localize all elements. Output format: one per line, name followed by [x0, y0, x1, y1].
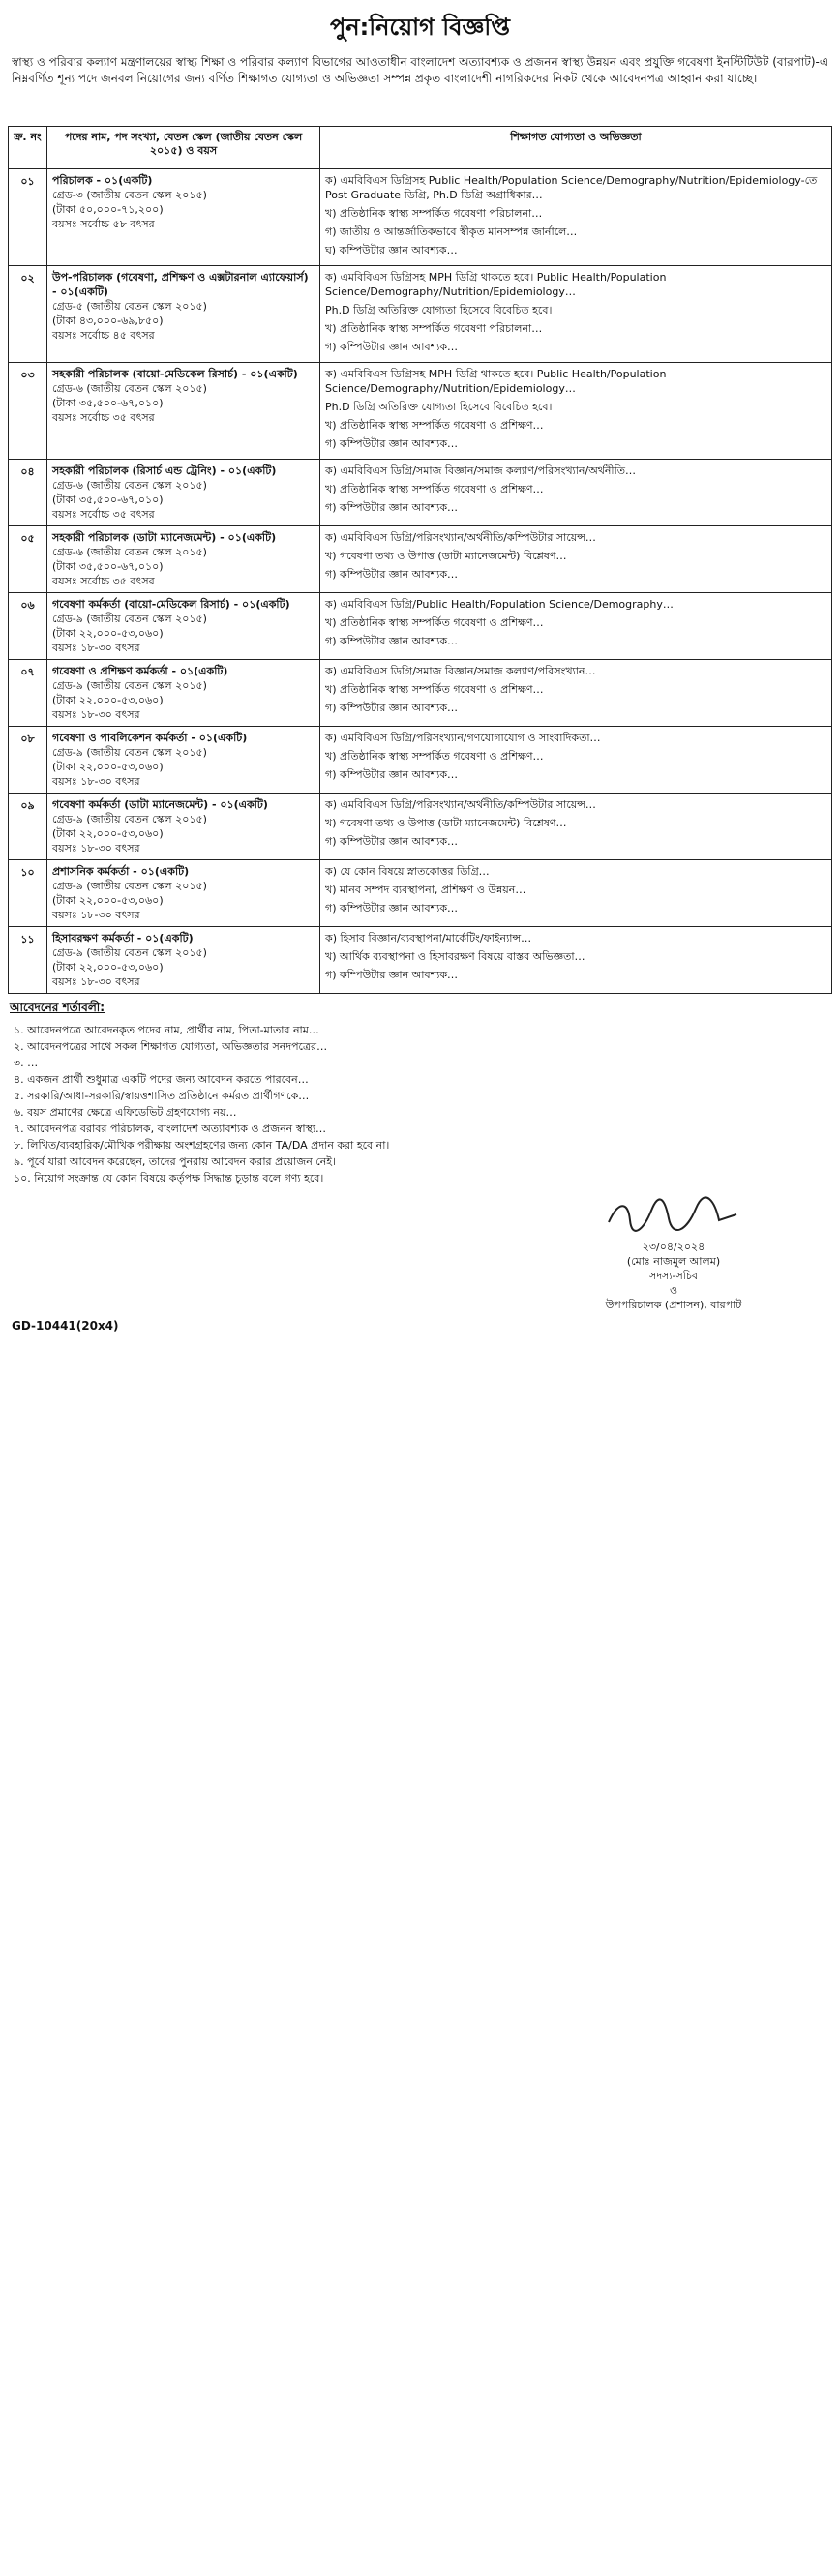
qualification-item: গ) কম্পিউটার জ্ঞান আবশ্যক…: [325, 835, 459, 848]
row-post-details: [47, 927, 320, 994]
qualification-item: গ) কম্পিউটার জ্ঞান আবশ্যক…: [325, 902, 459, 914]
header-serial: ক্র. নং: [9, 127, 47, 169]
table-row: [9, 526, 832, 593]
signature-mark: [601, 1193, 746, 1236]
qualification-item: খ) প্রতিষ্ঠানিক স্বাস্থ্য সম্পর্কিত গবেষণা ও প্রশিক্ষণ…: [325, 750, 544, 763]
post-age: বয়সঃ সর্বোচ্চ ৪৫ বৎসর: [52, 329, 155, 342]
row-post-details: [47, 266, 320, 363]
qualification-item: গ) কম্পিউটার জ্ঞান আবশ্যক…: [325, 568, 459, 581]
conditions-title: আবেদনের শর্তাবলী:: [10, 1001, 105, 1014]
qualification-item: গ) কম্পিউটার জ্ঞান আবশ্যক…: [325, 341, 459, 353]
footer: [8, 1193, 832, 1338]
qualification-item: খ) গবেষণা তথ্য ও উপাত্ত (ডাটা ম্যানেজমেন্ট) বিশ্লেষণ…: [325, 817, 567, 829]
row-post-details: [47, 169, 320, 266]
post-age: বয়সঃ ১৮-৩০ বৎসর: [52, 642, 140, 654]
row-qualifications: [320, 169, 832, 266]
table-row: [9, 169, 832, 266]
qualification-item: ক) এমবিবিএস ডিগ্রি/Public Health/Population Science/Demography…: [325, 598, 674, 611]
qualification-item: ক) এমবিবিএস ডিগ্রি/পরিসংখ্যান/গণযোগাযোগ ও সাংবাদিকতা…: [325, 732, 601, 744]
qualification-item: Ph.D ডিগ্রি অতিরিক্ত যোগ্যতা হিসেবে বিবেচিত হবে।: [325, 304, 553, 316]
qualification-item: খ) আর্থিক ব্যবস্থাপনা ও হিসাবরক্ষণ বিষয়ে বাস্তব অভিজ্ঞতা…: [325, 950, 585, 963]
post-age: বয়সঃ সর্বোচ্চ ৫৮ বৎসর: [52, 218, 155, 230]
post-salary: (টাকা ২২,০০০-৫৩,০৬০): [52, 694, 164, 706]
qualification-item: গ) জাতীয় ও আন্তর্জাতিকভাবে স্বীকৃত মানসম্পন্ন জার্নালে…: [325, 225, 578, 238]
post-post-title: সহকারী পরিচালক (বায়ো-মেডিকেল রিসার্চ) - ০১(একটি): [52, 368, 298, 380]
table-row: [9, 460, 832, 526]
qualification-item: খ) প্রতিষ্ঠানিক স্বাস্থ্য সম্পর্কিত গবেষণা ও প্রশিক্ষণ…: [325, 683, 544, 696]
post-post-title: সহকারী পরিচালক (ডাটা ম্যানেজমেন্ট) - ০১(একটি): [52, 531, 277, 544]
qualification-item: খ) প্রতিষ্ঠানিক স্বাস্থ্য সম্পর্কিত গবেষণা ও প্রশিক্ষণ…: [325, 616, 544, 629]
post-grade: গ্রেড-৬ (জাতীয় বেতন স্কেল ২০১৫): [52, 479, 207, 492]
table-row: [9, 660, 832, 727]
post-post-title: গবেষণা ও পাবলিকেশন কর্মকর্তা - ০১(একটি): [52, 732, 248, 744]
row-qualifications: [320, 927, 832, 994]
table-row: [9, 860, 832, 927]
qualification-item: খ) গবেষণা তথ্য ও উপাত্ত (ডাটা ম্যানেজমেন্ট) বিশ্লেষণ…: [325, 550, 567, 562]
post-post-title: গবেষণা কর্মকর্তা (ডাটা ম্যানেজমেন্ট) - ০১(একটি): [52, 798, 268, 811]
qualification-item: ঘ) কম্পিউটার জ্ঞান আবশ্যক…: [325, 244, 458, 256]
application-conditions: [8, 1000, 832, 1185]
post-salary: (টাকা ২২,০০০-৫৩,০৬০): [52, 961, 164, 973]
post-salary: (টাকা ২২,০০০-৫৩,০৬০): [52, 761, 164, 773]
post-post-title: পরিচালক - ০১(একটি): [52, 174, 153, 187]
condition-item: ৮. লিখিত/ব্যবহারিক/মৌখিক পরীক্ষায় অংশগ্রহণের জন্য কোন TA/DA প্রদান করা হবে না।: [14, 1139, 390, 1152]
row-post-details: [47, 860, 320, 927]
post-post-title: প্রশাসনিক কর্মকর্তা - ০১(একটি): [52, 865, 190, 878]
qualification-item: গ) কম্পিউটার জ্ঞান আবশ্যক…: [325, 702, 459, 714]
post-grade: গ্রেড-৯ (জাতীয় বেতন স্কেল ২০১৫): [52, 746, 207, 759]
post-salary: (টাকা ২২,০০০-৫৩,০৬০): [52, 627, 164, 640]
signature-date: ২৩/০৪/২০২৪: [642, 1241, 705, 1253]
qualification-item: খ) প্রতিষ্ঠানিক স্বাস্থ্য সম্পর্কিত গবেষণা পরিচালনা…: [325, 207, 543, 220]
row-post-details: [47, 727, 320, 794]
row-qualifications: [320, 794, 832, 860]
condition-item: ২. আবেদনপত্রের সাথে সকল শিক্ষাগত যোগ্যতা, অভিজ্ঞতার সনদপত্রের…: [14, 1040, 328, 1053]
advertisement: [8, 8, 832, 2568]
qualification-item: ক) এমবিবিএস ডিগ্রিসহ MPH ডিগ্রি থাকতে হবে। Public Health/Population Science/Demography/Nutrition/Epidemiology…: [325, 271, 667, 298]
qualification-item: ক) এমবিবিএস ডিগ্রিসহ Public Health/Population Science/Demography/Nutrition/Epidemiology-তে Post Graduate ডিগ্রি, Ph.D ডিগ্রি অগ্রাধিকার…: [325, 174, 818, 201]
post-grade: গ্রেড-৬ (জাতীয় বেতন স্কেল ২০১৫): [52, 382, 207, 395]
post-age: বয়সঃ ১৮-৩০ বৎসর: [52, 842, 140, 854]
row-qualifications: [320, 660, 832, 727]
row-qualifications: [320, 266, 832, 363]
post-age: বয়সঃ ১৮-৩০ বৎসর: [52, 775, 140, 788]
condition-item: ৪. একজন প্রার্থী শুধুমাত্র একটি পদের জন্য আবেদন করতে পারবেন…: [14, 1073, 309, 1086]
row-serial: ০৯: [9, 794, 47, 860]
qualification-item: ক) এমবিবিএস ডিগ্রি/সমাজ বিজ্ঞান/সমাজ কল্যাণ/পরিসংখ্যান…: [325, 665, 596, 677]
header-qualification: শিক্ষাগত যোগ্যতা ও অভিজ্ঞতা: [320, 127, 832, 169]
post-age: বয়সঃ ১৮-৩০ বৎসর: [52, 708, 140, 721]
table-row: [9, 593, 832, 660]
post-grade: গ্রেড-৯ (জাতীয় বেতন স্কেল ২০১৫): [52, 880, 207, 892]
row-serial: ০৭: [9, 660, 47, 727]
post-age: বয়সঃ সর্বোচ্চ ৩৫ বৎসর: [52, 575, 155, 587]
row-post-details: [47, 593, 320, 660]
table-row: [9, 727, 832, 794]
condition-item: ৩. …: [14, 1057, 39, 1069]
post-grade: গ্রেড-৯ (জাতীয় বেতন স্কেল ২০১৫): [52, 679, 207, 692]
signatory-designation: সদস্য-সচিব: [649, 1270, 698, 1282]
row-serial: ০২: [9, 266, 47, 363]
post-salary: (টাকা ৩৫,৫০০-৬৭,০১০): [52, 494, 164, 506]
qualification-item: খ) মানব সম্পদ ব্যবস্থাপনা, প্রশিক্ষণ ও উন্নয়ন…: [325, 884, 526, 896]
condition-item: ১. আবেদনপত্রে আবেদনকৃত পদের নাম, প্রার্থীর নাম, পিতা-মাতার নাম…: [14, 1024, 319, 1036]
qualification-item: Ph.D ডিগ্রি অতিরিক্ত যোগ্যতা হিসেবে বিবেচিত হবে।: [325, 401, 553, 413]
table-row: [9, 794, 832, 860]
post-grade: গ্রেড-৬ (জাতীয় বেতন স্কেল ২০১৫): [52, 546, 207, 558]
qualification-item: গ) কম্পিউটার জ্ঞান আবশ্যক…: [325, 768, 459, 781]
row-serial: ০৬: [9, 593, 47, 660]
gd-code: GD-10441(20x4): [12, 1319, 119, 1333]
row-post-details: [47, 660, 320, 727]
condition-item: ৫. সরকারি/আধা-সরকারি/স্বায়ত্তশাসিত প্রতিষ্ঠানে কর্মরত প্রার্থীগণকে…: [14, 1090, 310, 1102]
table-header-row: [9, 127, 832, 169]
qualification-item: ক) যে কোন বিষয়ে স্নাতকোত্তর ডিগ্রি…: [325, 865, 490, 878]
row-serial: ১১: [9, 927, 47, 994]
post-grade: গ্রেড-৫ (জাতীয় বেতন স্কেল ২০১৫): [52, 300, 207, 313]
row-post-details: [47, 794, 320, 860]
post-grade: গ্রেড-৩ (জাতীয় বেতন স্কেল ২০১৫): [52, 189, 207, 201]
conditions-list: [8, 1023, 832, 1185]
qualification-item: গ) কম্পিউটার জ্ঞান আবশ্যক…: [325, 437, 459, 450]
row-serial: ০৩: [9, 363, 47, 460]
post-salary: (টাকা ৪৩,০০০-৬৯,৮৫০): [52, 315, 164, 327]
row-serial: ০১: [9, 169, 47, 266]
post-salary: (টাকা ৩৫,৫০০-৬৭,০১০): [52, 560, 164, 573]
post-post-title: গবেষণা ও প্রশিক্ষণ কর্মকর্তা - ০১(একটি): [52, 665, 228, 677]
post-post-title: সহকারী পরিচালক (রিসার্চ এন্ড ট্রেনিং) - ০১(একটি): [52, 464, 277, 477]
post-age: বয়সঃ সর্বোচ্চ ৩৫ বৎসর: [52, 411, 155, 424]
post-grade: গ্রেড-৯ (জাতীয় বেতন স্কেল ২০১৫): [52, 946, 207, 959]
row-qualifications: [320, 593, 832, 660]
row-serial: ০৫: [9, 526, 47, 593]
row-qualifications: [320, 460, 832, 526]
post-age: বয়সঃ ১৮-৩০ বৎসর: [52, 975, 140, 988]
post-salary: (টাকা ২২,০০০-৫৩,০৬০): [52, 894, 164, 907]
qualification-item: খ) প্রতিষ্ঠানিক স্বাস্থ্য সম্পর্কিত গবেষণা ও প্রশিক্ষণ…: [325, 419, 544, 432]
page-title: পুন:নিয়োগ বিজ্ঞপ্তি: [329, 14, 511, 41]
qualification-item: ক) হিসাব বিজ্ঞান/ব্যবস্থাপনা/মার্কেটিং/ফাইন্যান্স…: [325, 932, 532, 944]
condition-item: ৯. পূর্বে যারা আবেদন করেছেন, তাদের পুনরায় আবেদন করার প্রয়োজন নেই।: [14, 1155, 336, 1168]
post-grade: গ্রেড-৯ (জাতীয় বেতন স্কেল ২০১৫): [52, 613, 207, 625]
post-salary: (টাকা ৫০,০০০-৭১,২০০): [52, 203, 164, 216]
vacancy-rows: [9, 169, 832, 994]
post-grade: গ্রেড-৯ (জাতীয় বেতন স্কেল ২০১৫): [52, 813, 207, 825]
row-serial: ০৮: [9, 727, 47, 794]
qualification-item: গ) কম্পিউটার জ্ঞান আবশ্যক…: [325, 635, 459, 647]
vacancy-table: [8, 126, 832, 994]
qualification-item: ক) এমবিবিএস ডিগ্রি/সমাজ বিজ্ঞান/সমাজ কল্যাণ/পরিসংখ্যান/অর্থনীতি…: [325, 464, 636, 477]
post-salary: (টাকা ২২,০০০-৫৩,০৬০): [52, 827, 164, 840]
header-post: পদের নাম, পদ সংখ্যা, বেতন স্কেল (জাতীয় বেতন স্কেল ২০১৫) ও বয়স: [47, 127, 320, 169]
post-post-title: উপ-পরিচালক (গবেষণা, প্রশিক্ষণ ও এক্সটারনাল এ্যাফেয়ার্স) - ০১(একটি): [52, 271, 309, 298]
intro-paragraph: স্বাস্থ্য ও পরিবার কল্যাণ মন্ত্রণালয়ের স্বাস্থ্য শিক্ষা ও পরিবার কল্যাণ বিভাগের আওতাধীন বাংলাদেশ অত্যাবশ্যক ও প্রজনন স্বাস্থ্য উন্নয়ন এবং প্রযুক্তি গবেষণা ইনস্টিটিউট (বারপাট)-এ নিম্নবর্ণিত শূন্য পদে জনবল নিয়োগের জন্য বর্ণিত শিক্ষাগত যোগ্যতা ও অভিজ্ঞতা সম্পন্ন প্রকৃত বাংলাদেশী নাগরিকদের নিকট থেকে আবেদনপত্র আহ্বান করা যাচ্ছে।: [12, 55, 828, 85]
signatory-line-4: উপপরিচালক (প্রশাসন), বারপাট: [605, 1299, 742, 1311]
qualification-item: ক) এমবিবিএস ডিগ্রিসহ MPH ডিগ্রি থাকতে হবে। Public Health/Population Science/Demography/Nutrition/Epidemiology…: [325, 368, 667, 395]
condition-item: ১০. নিয়োগ সংক্রান্ত যে কোন বিষয়ে কর্তৃপক্ষ সিদ্ধান্ত চূড়ান্ত বলে গণ্য হবে।: [14, 1172, 324, 1184]
post-post-title: গবেষণা কর্মকর্তা (বায়ো-মেডিকেল রিসার্চ) - ০১(একটি): [52, 598, 290, 611]
row-post-details: [47, 363, 320, 460]
qualification-item: গ) কম্পিউটার জ্ঞান আবশ্যক…: [325, 969, 459, 981]
post-salary: (টাকা ৩৫,৫০০-৬৭,০১০): [52, 397, 164, 409]
row-serial: ০৪: [9, 460, 47, 526]
table-row: [9, 266, 832, 363]
qualification-item: খ) প্রতিষ্ঠানিক স্বাস্থ্য সম্পর্কিত গবেষণা পরিচালনা…: [325, 322, 543, 335]
signatory-name: (মোঃ নাজমুল আলম): [626, 1255, 721, 1268]
post-post-title: হিসাবরক্ষণ কর্মকর্তা - ০১(একটি): [52, 932, 194, 944]
signature-block: [528, 1193, 819, 1312]
post-age: বয়সঃ সর্বোচ্চ ৩৫ বৎসর: [52, 508, 155, 521]
row-qualifications: [320, 526, 832, 593]
condition-item: ৭. আবেদনপত্র বরাবর পরিচালক, বাংলাদেশ অত্যাবশ্যক ও প্রজনন স্বাস্থ্য…: [14, 1123, 327, 1135]
row-qualifications: [320, 363, 832, 460]
signatory-line-3: ও: [669, 1284, 678, 1297]
qualification-item: ক) এমবিবিএস ডিগ্রি/পরিসংখ্যান/অর্থনীতি/কম্পিউটার সায়েন্স…: [325, 798, 596, 811]
qualification-item: খ) প্রতিষ্ঠানিক স্বাস্থ্য সম্পর্কিত গবেষণা ও প্রশিক্ষণ…: [325, 483, 544, 495]
post-age: বয়সঃ ১৮-৩০ বৎসর: [52, 909, 140, 921]
table-row: [9, 363, 832, 460]
row-post-details: [47, 526, 320, 593]
condition-item: ৬. বয়স প্রমাণের ক্ষেত্রে এফিডেভিট গ্রহণযোগ্য নয়…: [14, 1106, 237, 1119]
row-qualifications: [320, 727, 832, 794]
row-qualifications: [320, 860, 832, 927]
row-serial: ১০: [9, 860, 47, 927]
qualification-item: গ) কম্পিউটার জ্ঞান আবশ্যক…: [325, 501, 459, 514]
table-row: [9, 927, 832, 994]
row-post-details: [47, 460, 320, 526]
qualification-item: ক) এমবিবিএস ডিগ্রি/পরিসংখ্যান/অর্থনীতি/কম্পিউটার সায়েন্স…: [325, 531, 596, 544]
